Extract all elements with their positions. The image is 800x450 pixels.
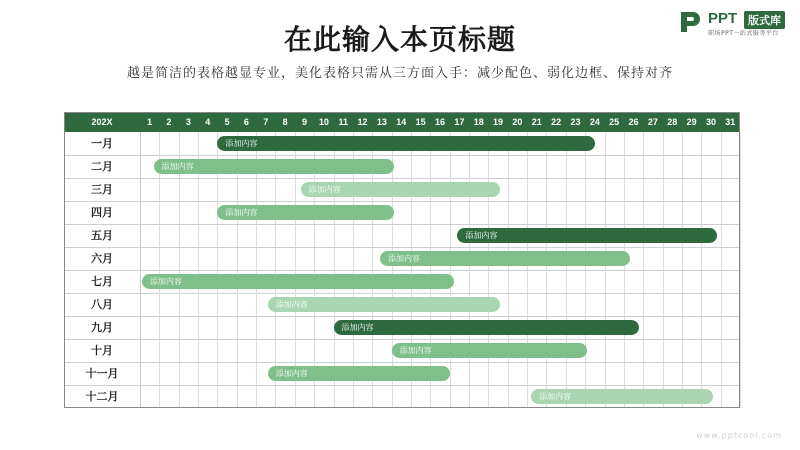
gantt-bar[interactable]: 添加内容 <box>392 343 587 358</box>
day-header-14: 14 <box>396 117 407 127</box>
day-header-17: 17 <box>454 117 465 127</box>
month-label: 八月 <box>91 298 113 311</box>
day-header-28: 28 <box>667 117 678 127</box>
gantt-bar[interactable]: 添加内容 <box>334 320 640 335</box>
day-header-12: 12 <box>357 117 368 127</box>
month-label: 二月 <box>91 160 113 173</box>
month-label: 七月 <box>91 275 113 288</box>
gantt-bar[interactable]: 添加内容 <box>301 182 500 197</box>
day-header-18: 18 <box>473 117 484 127</box>
day-header-31: 31 <box>725 117 736 127</box>
day-header-15: 15 <box>415 117 426 127</box>
day-header-9: 9 <box>301 117 307 127</box>
month-label: 十一月 <box>85 367 119 380</box>
day-header-29: 29 <box>686 117 697 127</box>
gantt-bar[interactable]: 添加内容 <box>142 274 454 289</box>
day-header-4: 4 <box>205 117 211 127</box>
logo-p-icon <box>678 9 704 35</box>
month-label: 四月 <box>91 206 113 219</box>
day-header-8: 8 <box>282 117 288 127</box>
month-label: 五月 <box>91 229 113 242</box>
gantt-table <box>64 112 740 408</box>
day-header-19: 19 <box>493 117 504 127</box>
day-header-6: 6 <box>243 117 249 127</box>
gantt-bar[interactable]: 添加内容 <box>154 159 394 174</box>
day-header-22: 22 <box>551 117 562 127</box>
grid-vline <box>740 132 741 408</box>
day-header-16: 16 <box>434 117 445 127</box>
day-header-13: 13 <box>376 117 387 127</box>
day-header-1: 1 <box>147 117 153 127</box>
gantt-bar[interactable]: 添加内容 <box>531 389 713 404</box>
day-header-26: 26 <box>628 117 639 127</box>
day-header-30: 30 <box>705 117 716 127</box>
month-label: 一月 <box>91 137 113 150</box>
day-header-2: 2 <box>166 117 172 127</box>
month-label: 九月 <box>91 321 113 334</box>
gantt-bar[interactable]: 添加内容 <box>380 251 630 266</box>
gantt-bar[interactable]: 添加内容 <box>217 205 393 220</box>
day-header-23: 23 <box>570 117 581 127</box>
logo-brand-text: PPT <box>708 10 738 27</box>
page-title: 在此输入本页标题 <box>283 23 516 56</box>
day-header-20: 20 <box>512 117 523 127</box>
gantt-bar[interactable]: 添加内容 <box>268 297 500 312</box>
brand-logo <box>678 8 794 38</box>
day-header-3: 3 <box>185 117 191 127</box>
corner-year-label: 202X <box>91 117 113 127</box>
logo-slogan: 职场PPT一站式服务平台 <box>708 30 779 37</box>
gantt-bar[interactable]: 添加内容 <box>217 136 594 151</box>
month-label: 三月 <box>91 183 113 196</box>
watermark: www.pptcool.com <box>696 431 782 440</box>
gantt-bar[interactable]: 添加内容 <box>457 228 716 243</box>
month-label: 十二月 <box>85 390 119 403</box>
day-header-24: 24 <box>589 117 600 127</box>
day-header-5: 5 <box>224 117 230 127</box>
gantt-frame <box>64 112 740 408</box>
day-header-27: 27 <box>647 117 658 127</box>
logo-tag: 版式库 <box>744 11 785 29</box>
day-header-10: 10 <box>318 117 329 127</box>
gantt-bar[interactable]: 添加内容 <box>268 366 450 381</box>
day-header-21: 21 <box>531 117 542 127</box>
day-header-11: 11 <box>338 117 348 127</box>
page-subtitle: 越是简洁的表格越显专业，美化表格只需从三方面入手：减少配色、弱化边框、保持对齐 <box>126 66 673 81</box>
month-label: 十月 <box>91 344 113 357</box>
day-header-7: 7 <box>263 117 269 127</box>
day-header-25: 25 <box>609 117 620 127</box>
month-label: 六月 <box>91 252 113 265</box>
